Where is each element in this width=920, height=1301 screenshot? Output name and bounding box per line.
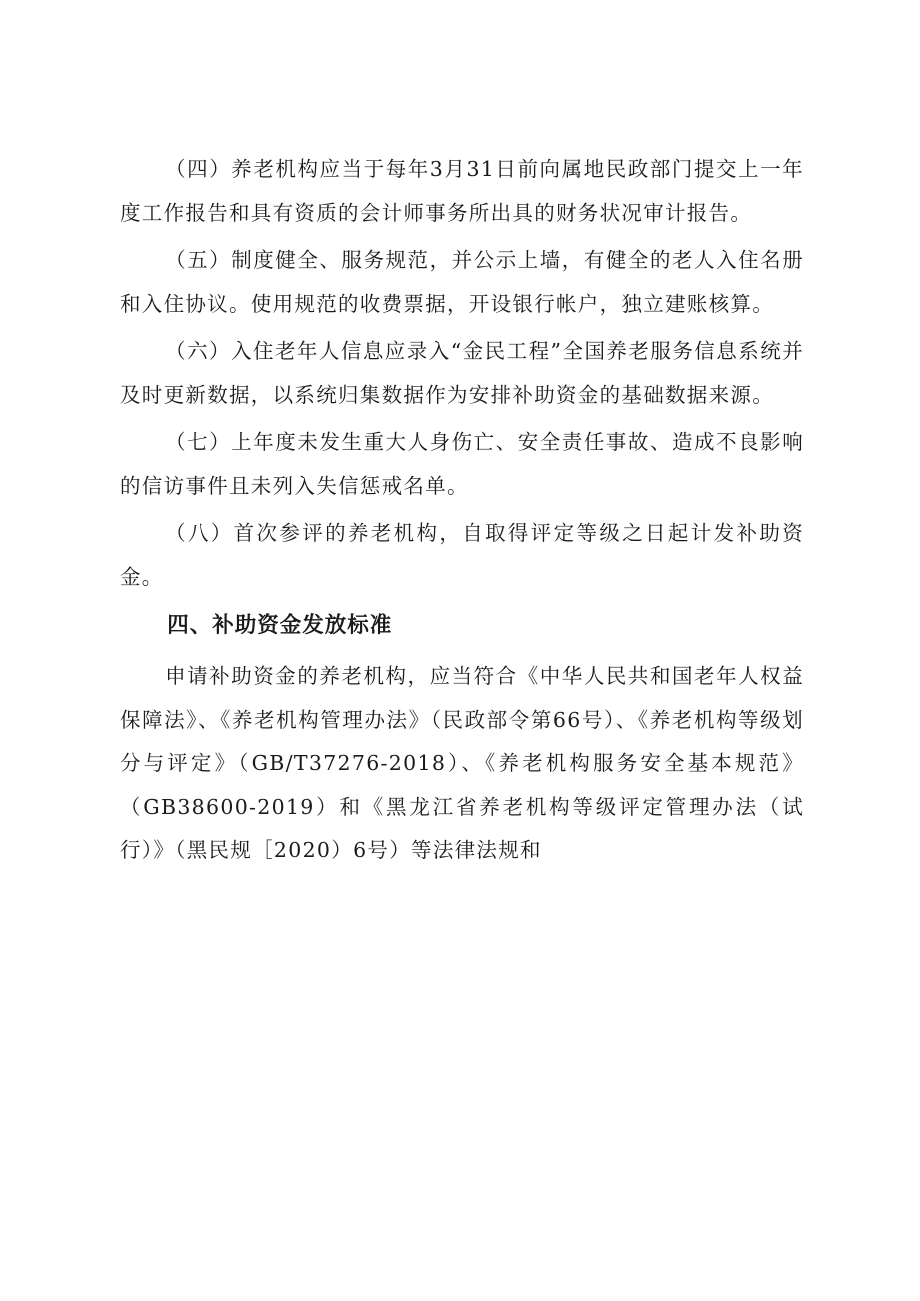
paragraph-4: （四）养老机构应当于每年3月31日前向属地民政部门提交上一年度工作报告和具有资质的会计师事务所出具的财务状况审计报告。	[120, 157, 804, 225]
paragraph-8: （八）首次参评的养老机构，自取得评定等级之日起计发补助资金。	[120, 521, 804, 589]
paragraph-7: （七）上年度未发生重大人身伤亡、安全责任事故、造成不良影响的信访事件且未列入失信惩戒名单。	[120, 430, 804, 498]
section-body-paragraph: 申请补助资金的养老机构，应当符合《中华人民共和国老年人权益保障法》、《养老机构管理办法》（民政部令第66号）、《养老机构等级划分与评定》（GB/T37276-2018）、《养老机构服务安全基本规范》（GB38600-2019）和《黑龙江省养老机构等级评定管理办法（试行）》（黑民规［2020）6号）等法律法规和	[120, 664, 804, 862]
paragraph-6: （六）入住老年人信息应录入“金民工程”全国养老服务信息系统并及时更新数据，以系统归集数据作为安排补助资金的基础数据来源。	[120, 339, 804, 407]
document-body	[120, 148, 804, 877]
paragraph-5: （五）制度健全、服务规范，并公示上墙，有健全的老人入住名册和入住协议。使用规范的收费票据，开设银行帐户，独立建账核算。	[120, 248, 804, 316]
section-heading: 四、补助资金发放标准	[167, 613, 393, 638]
